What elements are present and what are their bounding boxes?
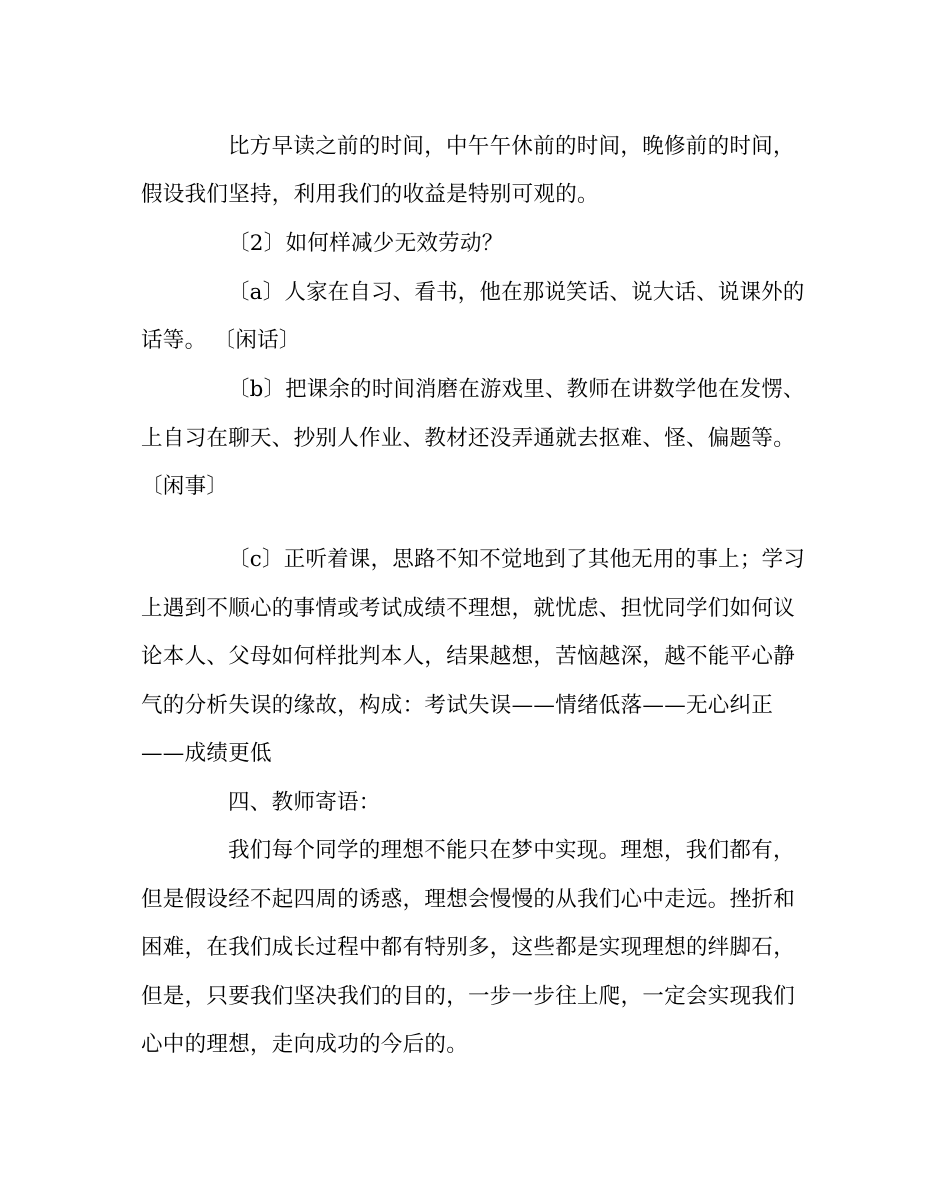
paragraph-line: 上自习在聊天、抄别人作业、教材还没弄通就去抠难、怪、偏题等。: [141, 426, 796, 451]
paragraph-line: 但是假设经不起四周的诱惑，理想会慢慢的从我们心中走远。挫折和: [141, 887, 796, 912]
paragraph-line: 假设我们坚持，利用我们的收益是特别可观的。: [141, 182, 599, 207]
paragraph-line: 〔c〕正听着课，思路不知不觉地到了其他无用的事上；学习: [228, 547, 806, 572]
paragraph-line: 气的分析失误的缘故，构成：考试失误——情绪低落——无心纠正: [141, 693, 774, 718]
paragraph-line: 论本人、父母如何样批判本人，结果越想，苦恼越深，越不能平心静: [141, 644, 796, 669]
paragraph-line: 〔a〕人家在自习、看书，他在那说笑话、说大话、说课外的: [228, 280, 805, 305]
paragraph-line: 〔2〕如何样减少无效劳动？: [228, 231, 504, 256]
paragraph-line: 心中的理想，走向成功的今后的。: [141, 1032, 469, 1057]
paragraph-line: 〔闲事〕: [141, 474, 229, 499]
paragraph-line: 话等。 〔闲话〕: [141, 328, 301, 353]
paragraph-line: 但是，只要我们坚决我们的目的，一步一步往上爬，一定会实现我们: [141, 984, 796, 1009]
paragraph-line: 上遇到不顺心的事情或考试成绩不理想，就忧虑、担忧同学们如何议: [141, 596, 796, 621]
paragraph-line: ——成绩更低: [141, 741, 272, 766]
paragraph-line: 〔b〕把课余的时间消磨在游戏里、教师在讲数学他在发愣、: [228, 377, 805, 402]
paragraph-line: 我们每个同学的理想不能只在梦中实现。理想，我们都有，: [228, 838, 795, 863]
section-heading: 四、教师寄语：: [228, 790, 381, 815]
paragraph-line: 困难，在我们成长过程中都有特别多，这些都是实现理想的绊脚石，: [141, 935, 796, 960]
paragraph-line: 比方早读之前的时间，中午午休前的时间，晚修前的时间，: [228, 134, 795, 159]
